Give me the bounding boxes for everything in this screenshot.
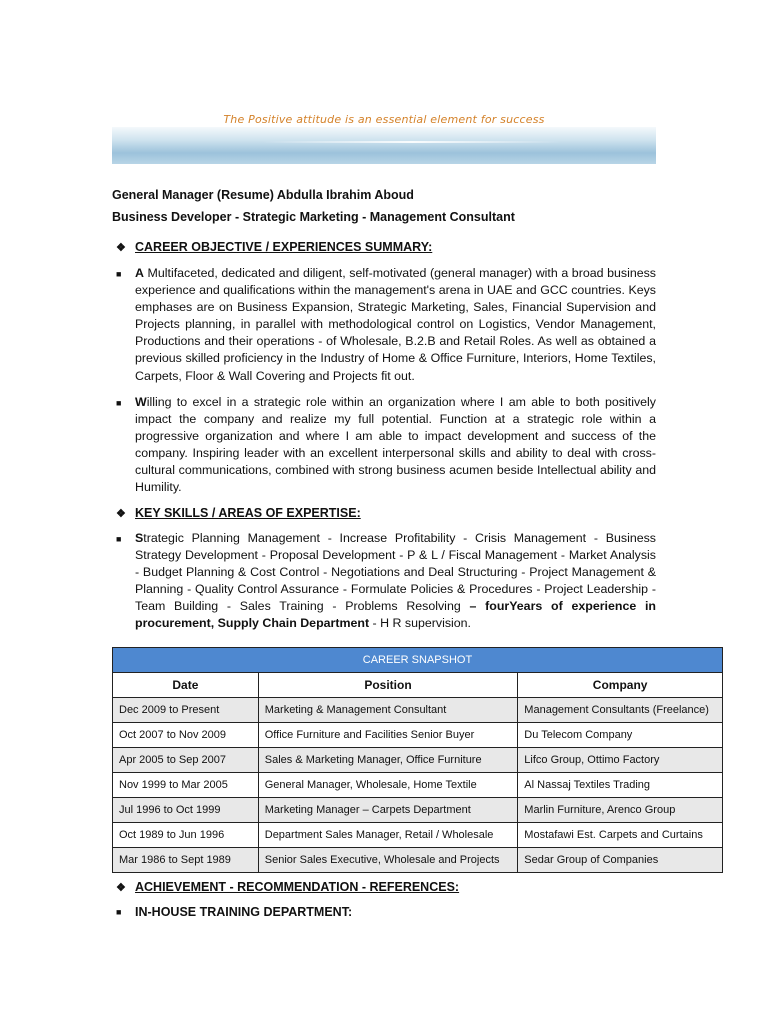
cell-company: Sedar Group of Companies [518,848,723,873]
bullet-tail-text: - H R supervision. [369,616,472,631]
square-bullet-icon: ■ [116,534,122,544]
cell-company: Al Nassaj Textiles Trading [518,773,723,798]
cell-date: Jul 1996 to Oct 1999 [113,798,259,823]
cell-date: Mar 1986 to Sept 1989 [113,848,259,873]
cell-company: Mostafawi Est. Carpets and Curtains [518,823,723,848]
column-header-date: Date [113,673,259,698]
bullet-strong-text: – fourYears of experience in procurement, Supply Chain Department [135,599,657,631]
table-row [113,773,723,798]
table-row [113,798,723,823]
table-header-row [113,673,723,698]
table-row [113,698,723,723]
square-bullet-icon: ■ [116,907,122,917]
bullet-lead-letter: W [135,395,147,409]
column-header-company: Company [518,673,723,698]
cell-date: Oct 2007 to Nov 2009 [113,723,259,748]
banner-water-image [112,127,656,164]
bullet-text: trategic Planning Management - Increase Profitability - Crisis Management - Business Strategy Development - Proposal Development - P & L / Fiscal Management - Market Analysis - Budget Planning & Cost Control - Negotiations and Deal Structuring - Project Management & Planning - Quality Control Assurance - Formulate Policies & Procedures - Project Leadership - Team Building - Sales Training - Problems Resolving [135,531,656,614]
table-row [113,748,723,773]
section-heading-text: CAREER OBJECTIVE / EXPERIENCES SUMMARY: [135,240,433,254]
table-row [113,848,723,873]
bullet-lead-letter: S [135,531,144,545]
diamond-bullet-icon: ❖ [116,507,126,520]
diamond-bullet-icon: ❖ [116,881,126,894]
cell-company: Lifco Group, Ottimo Factory [518,748,723,773]
section-heading-text: ACHIEVEMENT - RECOMMENDATION - REFERENCES: [135,880,460,894]
cell-position: Marketing & Management Consultant [258,698,518,723]
cell-position: Marketing Manager – Carpets Department [258,798,518,823]
section-heading-skills [116,506,361,520]
skills-bullet [116,530,656,633]
cell-position: Department Sales Manager, Retail / Wholesale [258,823,518,848]
table-caption: CAREER SNAPSHOT [113,648,723,673]
section-heading-objective [116,240,432,254]
banner-tagline: The Positive attitude is an essential element for success [223,113,545,126]
bullet-lead-letter: A [135,266,144,280]
cell-date: Apr 2005 to Sep 2007 [113,748,259,773]
cell-position: Senior Sales Executive, Wholesale and Projects [258,848,518,873]
column-header-position: Position [258,673,518,698]
table-row [113,823,723,848]
cell-position: Sales & Marketing Manager, Office Furniture [258,748,518,773]
resume-subtitle: Business Developer - Strategic Marketing - Management Consultant [112,210,515,224]
resume-title: General Manager (Resume) Abdulla Ibrahim Aboud [112,188,414,202]
cell-company: Management Consultants (Freelance) [518,698,723,723]
section-heading-achievement [116,880,459,894]
cell-date: Nov 1999 to Mar 2005 [113,773,259,798]
bullet-text: illing to excel in a strategic role within an organization where I am able to both positively impact the company and realize my full potential. Function at a strategic role within a progressive organization and where I am able to impact development and success of the company. Inspiring leader with an excellent interpersonal skills and ability to deal with cross-cultural communications, combined with strong business acumen beside Intellectual ability and Humility. [135,395,656,495]
cell-position: Office Furniture and Facilities Senior Buyer [258,723,518,748]
header-banner [112,110,656,154]
cell-date: Dec 2009 to Present [113,698,259,723]
objective-bullet-2 [116,394,656,497]
square-bullet-icon: ■ [116,269,122,279]
objective-bullet-1 [116,265,656,385]
cell-position: General Manager, Wholesale, Home Textile [258,773,518,798]
cell-date: Oct 1989 to Jun 1996 [113,823,259,848]
career-snapshot-table [112,647,723,873]
cell-company: Du Telecom Company [518,723,723,748]
table-row [113,723,723,748]
bullet-text: Multifaceted, dedicated and diligent, self-motivated (general manager) with a broad business experience and qualifications within the management's arena in UAE and GCC countries. Keys emphases are on Business Expansion, Strategic Marketing, Sales, Financial Supervision and Projects planning, in parallel with methodological control on Logistics, Vendor Management, Productions and their operations - of Wholesale, B.2.B and Retail Roles. As well as obtained a previous skilled proficiency in the Industry of Home & Office Furniture, Interiors, Home Textiles, Carpets, Floor & Wall Covering and Projects fit out. [135,266,656,383]
section-heading-text: KEY SKILLS / AREAS OF EXPERTISE: [135,506,361,520]
table-caption-row [113,648,723,673]
training-label [116,905,352,919]
cell-company: Marlin Furniture, Arenco Group [518,798,723,823]
square-bullet-icon: ■ [116,398,122,408]
training-label-text: IN-HOUSE TRAINING DEPARTMENT: [135,905,353,919]
diamond-bullet-icon: ❖ [116,241,126,254]
